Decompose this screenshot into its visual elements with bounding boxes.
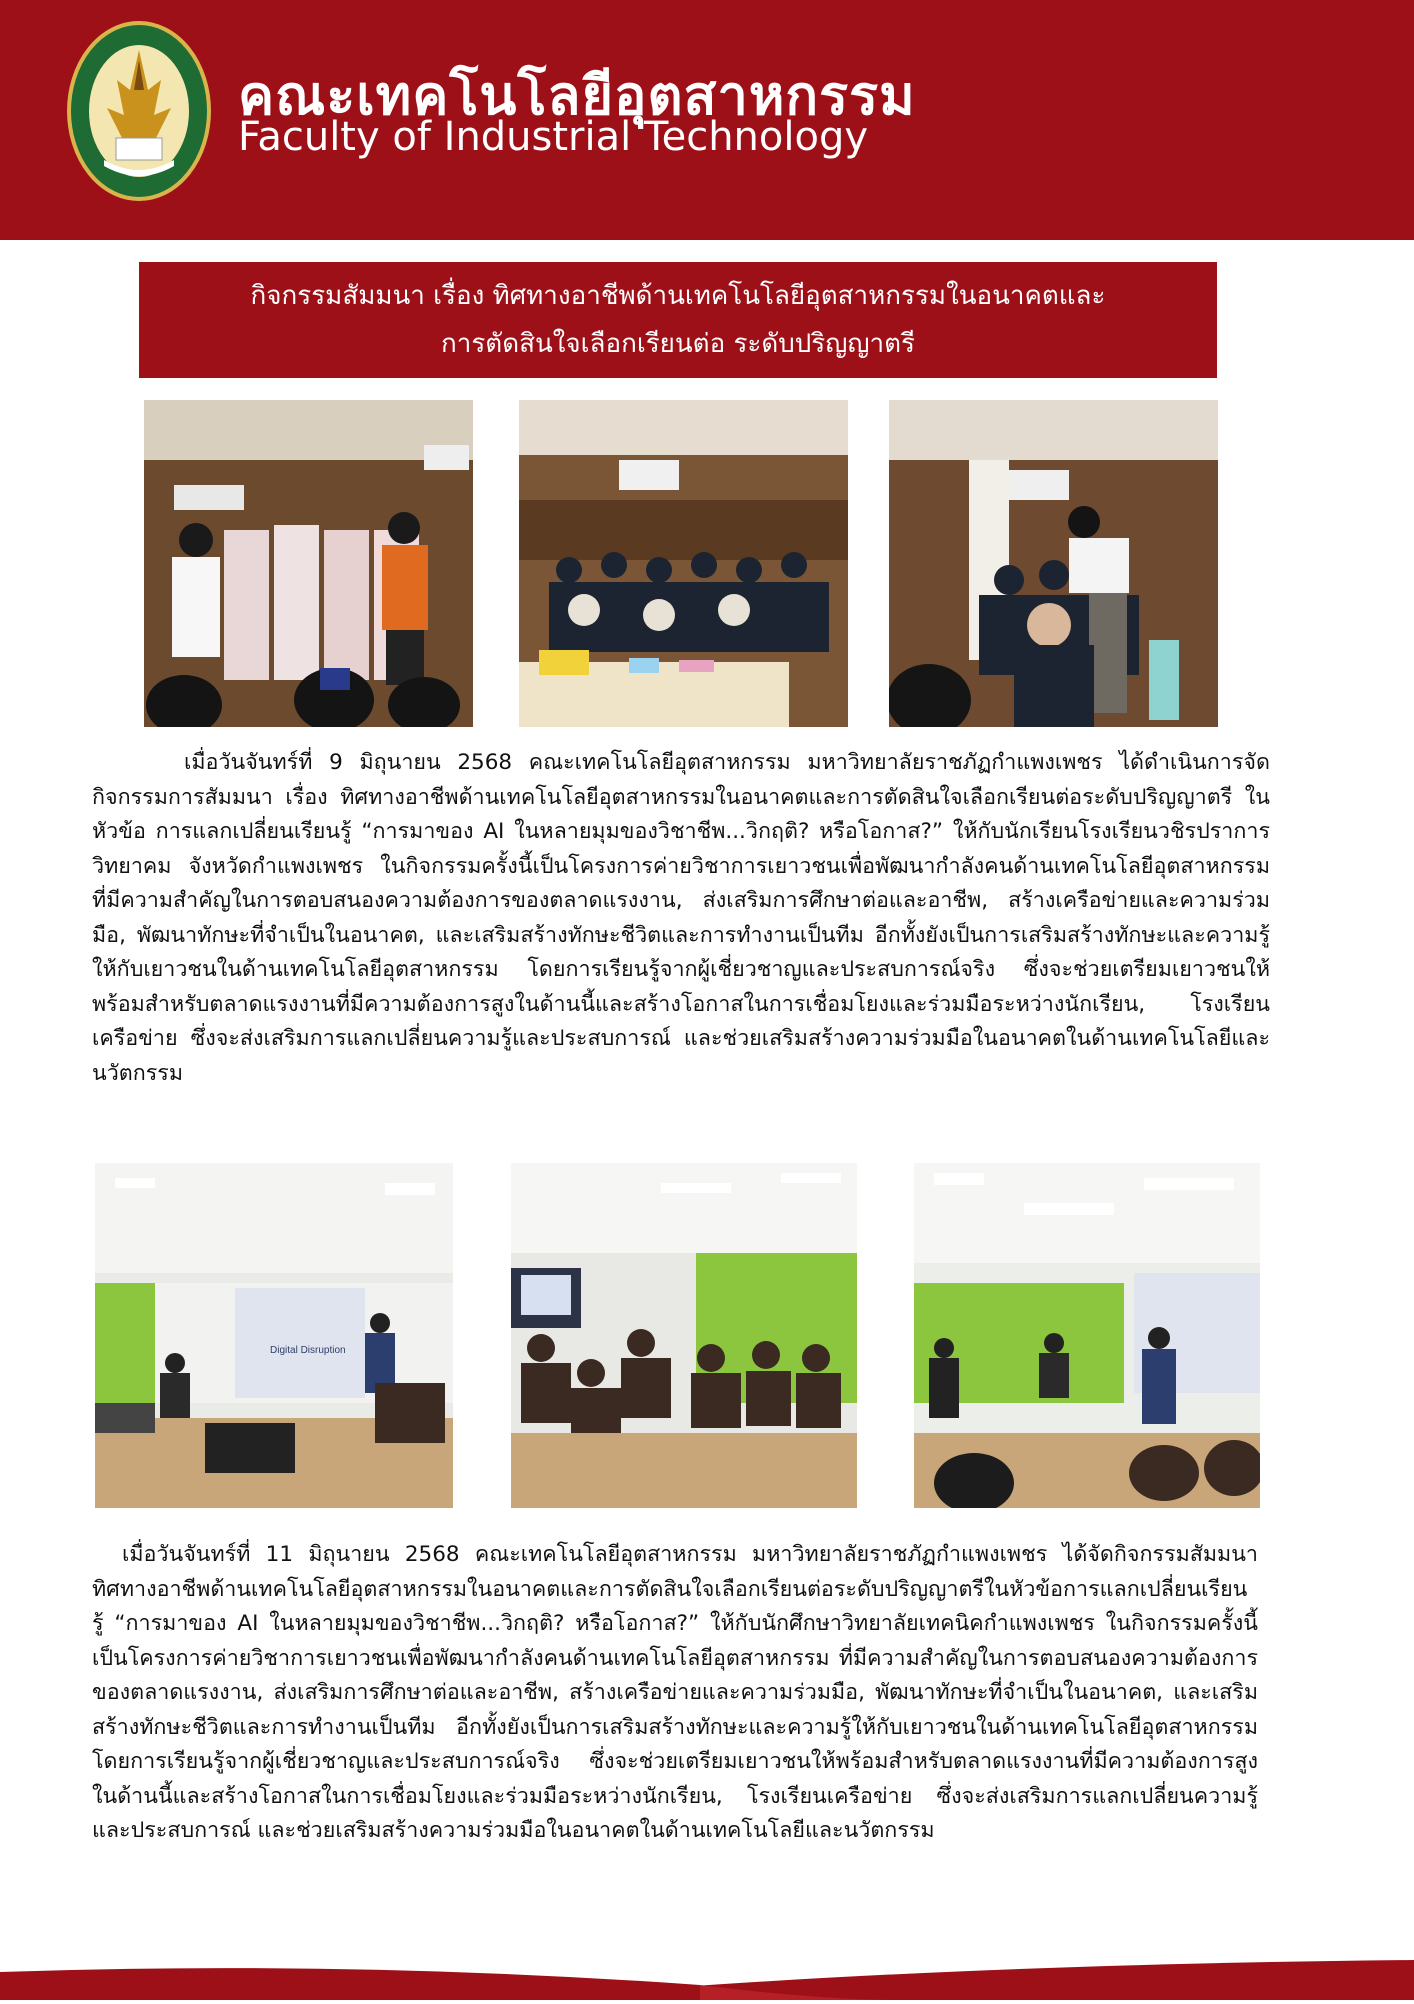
page-header (0, 0, 1414, 240)
photo-staff-with-student (889, 400, 1218, 727)
event-title-line-1: กิจกรรมสัมมนา เรื่อง ทิศทางอาชีพด้านเทคโนโลยีอุตสาหกรรมในอนาคตและ (250, 281, 1106, 311)
event-title-banner (139, 262, 1217, 378)
event-title-line-2: การตัดสินใจเลือกเรียนต่อ ระดับปริญญาตรี (441, 329, 915, 359)
faculty-title-english: Faculty of Industrial Technology (238, 114, 869, 160)
photo-speakers-in-room (914, 1163, 1260, 1508)
footer-wave-decoration (0, 1960, 1414, 2000)
paragraph-first-event (92, 746, 1270, 1091)
paragraph-first-event-text: เมื่อวันจันทร์ที่ 9 มิถุนายน 2568 คณะเทคโนโลยีอุตสาหกรรม มหาวิทยาลัยราชภัฏกำแพงเพชร ได้ดำเนินการจัดกิจกรรมการสัมมนา เรื่อง ทิศทางอาชีพด้านเทคโนโลยีอุตสาหกรรมในอนาคตและการตัดสินใจเลือกเรียนต่อระดับปริญญาตรี ในหัวข้อ การแลกเปลี่ยนเรียนรู้ “การมาของ AI ในหลายมุมของวิชาชีพ...วิกฤติ? หรือโอกาส?” ให้กับนักเรียนโรงเรียนวชิรปราการวิทยาคม จังหวัดกำแพงเพชร ในกิจกรรมครั้งนี้เป็นโครงการค่ายวิชาการเยาวชนเพื่อพัฒนากำลังคนด้านเทคโนโลยีอุตสาหกรรม ที่มีความสำคัญในการตอบสนองความต้องการของตลาดแรงงาน, ส่งเสริมการศึกษาต่อและอาชีพ, สร้างเครือข่ายและความร่วมมือ, พัฒนาทักษะที่จำเป็นในอนาคต, และเสริมสร้างทักษะชีวิตและการทำงานเป็นทีม อีกทั้งยังเป็นการเสริมสร้างทักษะและความรู้ให้กับเยาวชนในด้านเทคโนโลยีอุตสาหกรรม โดยการเรียนรู้จากผู้เชี่ยวชาญและประสบการณ์จริง ซึ่งจะช่วยเตรียมเยาวชนให้พร้อมสำหรับตลาดแรงงานที่มีความต้องการสูงในด้านนี้และสร้างโอกาสในการเชื่อมโยงและร่วมมือระหว่างนักเรียน, โรงเรียนเครือข่าย ซึ่งจะส่งเสริมการแลกเปลี่ยนความรู้และประสบการณ์ และช่วยเสริมสร้างความร่วมมือในอนาคตในด้านเทคโนโลยีและนวัตกรรม (92, 750, 1270, 1086)
slide-title-text: Digital Disruption (270, 1345, 346, 1356)
faculty-title-thai: คณะเทคโนโลยีอุตสาหกรรม (238, 64, 916, 127)
photo-speakers-presenting (144, 400, 473, 727)
paragraph-second-event-text: เมื่อวันจันทร์ที่ 11 มิถุนายน 2568 คณะเทคโนโลยีอุตสาหกรรม มหาวิทยาลัยราชภัฏกำแพงเพชร ได้จัดกิจกรรมสัมมนา ทิศทางอาชีพด้านเทคโนโลยีอุตสาหกรรมในอนาคตและการตัดสินใจเลือกเรียนต่อระดับปริญญาตรีในหัวข้อการแลกเปลี่ยนเรียนรู้ “การมาของ AI ในหลายมุมของวิชาชีพ...วิกฤติ? หรือโอกาส?” ให้กับนักศึกษาวิทยาลัยเทคนิคกำแพงเพชร ในกิจกรรมครั้งนี้เป็นโครงการค่ายวิชาการเยาวชนเพื่อพัฒนากำลังคนด้านเทคโนโลยีอุตสาหกรรม ที่มีความสำคัญในการตอบสนองความต้องการของตลาดแรงงาน, ส่งเสริมการศึกษาต่อและอาชีพ, สร้างเครือข่ายและความร่วมมือ, พัฒนาทักษะที่จำเป็นในอนาคต, และเสริมสร้างทักษะชีวิตและการทำงานเป็นทีม อีกทั้งยังเป็นการเสริมสร้างทักษะและความรู้ให้กับเยาวชนในด้านเทคโนโลยีอุตสาหกรรม โดยการเรียนรู้จากผู้เชี่ยวชาญและประสบการณ์จริง ซึ่งจะช่วยเตรียมเยาวชนให้พร้อมสำหรับตลาดแรงงานที่มีความต้องการสูงในด้านนี้และสร้างโอกาสในการเชื่อมโยงและร่วมมือระหว่างนักเรียน, โรงเรียนเครือข่าย ซึ่งจะส่งเสริมการแลกเปลี่ยนความรู้และประสบการณ์ และช่วยเสริมสร้างความร่วมมือในอนาคตในด้านเทคโนโลยีและนวัตกรรม (92, 1542, 1258, 1843)
photo-students-seated (511, 1163, 857, 1508)
photo-seminar-room-presentation (95, 1163, 453, 1508)
university-logo (66, 20, 212, 202)
photo-students-audience (519, 400, 848, 727)
paragraph-second-event (92, 1538, 1258, 1849)
